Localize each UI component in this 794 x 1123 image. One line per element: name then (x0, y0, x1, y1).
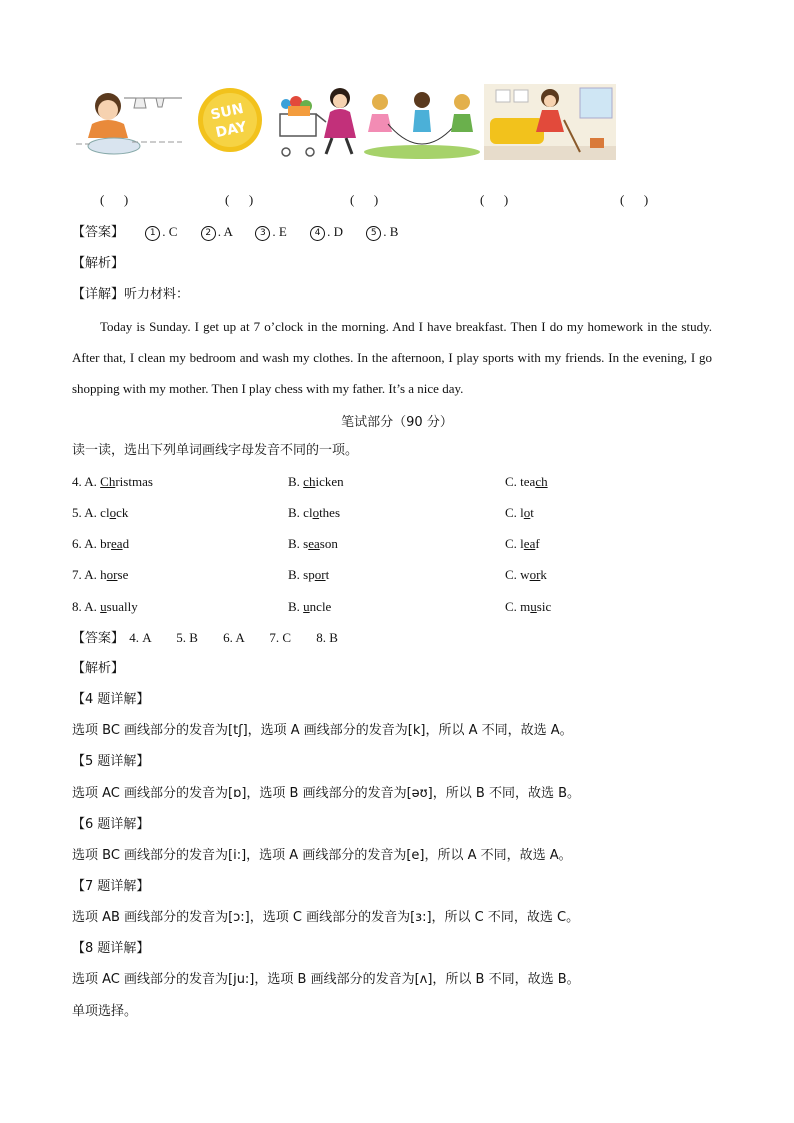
analysis-label: 【解析】 (72, 661, 125, 676)
answer-value: . B (383, 224, 399, 239)
detail-text: 选项 BC 画线部分的发音为[i:]，选项 A 画线部分的发音为[e]，所以 A 不同，故选 A。 (72, 848, 572, 863)
detail-title: 【8 题详解】 (72, 941, 150, 956)
answer-line-1 (72, 223, 398, 242)
underlined-letters: u (303, 599, 310, 614)
question-row: 8. A. usually B. uncle C. music (72, 599, 552, 614)
detail-text: 选项 AC 画线部分的发音为[ɒ]，选项 B 画线部分的发音为[əʊ]，所以 B 不同，故选 B。 (72, 786, 580, 801)
detail-title: 【5 题详解】 (72, 754, 150, 769)
answer-blank[interactable]: ( ) (225, 192, 254, 207)
answer-value: 7. C (269, 630, 291, 645)
shopping-picture (274, 84, 364, 160)
analysis-label: 【解析】 (72, 256, 125, 271)
circled-number: 3 (255, 226, 270, 241)
detail-label: 【详解】听力材料： (72, 287, 190, 302)
detail-title: 【4 题详解】 (72, 692, 150, 707)
answer-value: . A (217, 224, 233, 239)
answer-value: 6. A (223, 630, 245, 645)
instruction-text: 读一读，选出下列单词画线字母发音不同的一项。 (72, 443, 359, 458)
answer-line-2 (72, 629, 338, 648)
question-row: 4. A. Christmas B. chicken C. teach (72, 474, 548, 489)
detail-title: 【7 题详解】 (72, 879, 150, 894)
cleaning-room-picture (484, 84, 616, 160)
question-number: 4. A. (72, 474, 97, 489)
underlined-letters: o (312, 505, 320, 520)
answer-value: 4. A (129, 630, 151, 645)
answer-value: 8. B (316, 630, 338, 645)
sunday-sun-picture (192, 84, 272, 160)
answer-blank[interactable]: ( ) (100, 192, 129, 207)
circled-number: 2 (201, 226, 216, 241)
circled-number: 4 (310, 226, 325, 241)
underlined-letters: o (523, 505, 531, 520)
underlined-letters: ch (535, 474, 548, 489)
underlined-letters: ea (111, 536, 123, 551)
underlined-letters: or (529, 567, 541, 582)
answer-value: 5. B (176, 630, 198, 645)
answer-label: 【答案】 (72, 225, 125, 240)
question-number: 8. A. (72, 599, 97, 614)
detail-text: 选项 AC 画线部分的发音为[ju:]，选项 B 画线部分的发音为[ʌ]，所以 B 不同，故选 B。 (72, 972, 580, 987)
playing-sports-picture (362, 84, 484, 160)
detail-text: 选项 AB 画线部分的发音为[ɔ:]，选项 C 画线部分的发音为[ɜ:]，所以 C 不同，故选 C。 (72, 910, 580, 925)
answer-label: 【答案】 (72, 631, 125, 646)
picture-strip (74, 84, 619, 160)
underlined-letters: ea (523, 536, 536, 551)
question-row: 7. A. horse B. sport C. work (72, 567, 547, 582)
underlined-letters: u (530, 599, 537, 614)
question-row: 5. A. clock B. clothes C. lot (72, 505, 534, 520)
written-section-title: 笔试部分（90 分） (341, 415, 453, 430)
washing-clothes-picture (74, 84, 184, 160)
question-number: 7. A. (72, 567, 97, 582)
question-row: 6. A. bread B. season C. leaf (72, 536, 540, 551)
detail-title: 【6 题详解】 (72, 817, 150, 832)
underlined-letters: u (100, 599, 107, 614)
next-section-title: 单项选择。 (72, 1004, 138, 1019)
detail-text: 选项 BC 画线部分的发音为[tʃ]，选项 A 画线部分的发音为[k]，所以 A 不同，故选 A。 (72, 723, 573, 738)
answer-blank[interactable]: ( ) (480, 192, 509, 207)
listening-material-text: Today is Sunday. I get up at 7 o’clock in the morning. And I have breakfast. Then I do my homework in the study. After that, I clean my bedroom and wash my clothes. In the afternoon, I play sports with my friends. In the evening, I go shopping with my mother. Then I play chess with my father. It’s a nice day. (72, 319, 712, 396)
answer-value: . C (162, 224, 178, 239)
answer-blank[interactable]: ( ) (350, 192, 379, 207)
answer-value: . D (327, 224, 343, 239)
answer-value: . E (272, 224, 287, 239)
sun-text-2: DAY (214, 119, 249, 142)
circled-number: 5 (366, 226, 381, 241)
underlined-letters: or (106, 567, 118, 582)
question-number: 6. A. (72, 536, 97, 551)
answer-blank[interactable]: ( ) (620, 192, 649, 207)
sun-text-1: SUN (209, 100, 246, 124)
underlined-letters: Ch (100, 474, 116, 489)
underlined-letters: ch (303, 474, 316, 489)
question-number: 5. A. (72, 505, 97, 520)
underlined-letters: o (109, 505, 117, 520)
picture-answer-blanks (92, 192, 692, 210)
underlined-letters: ea (308, 536, 320, 551)
circled-number: 1 (145, 226, 160, 241)
underlined-letters: or (314, 567, 326, 582)
